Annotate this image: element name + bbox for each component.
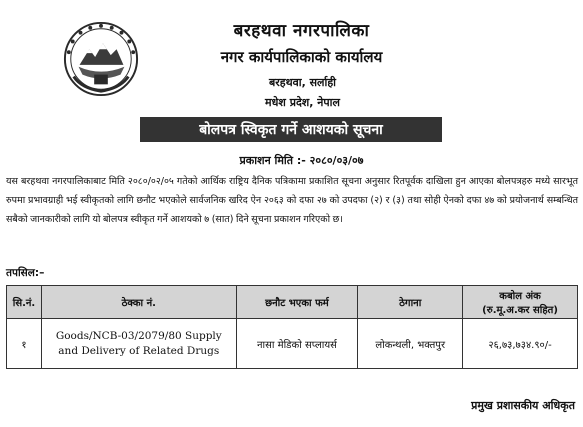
office-name: नगर कार्यपालिकाको कार्यालय bbox=[220, 48, 383, 66]
municipality-name: बरहथवा नगरपालिका bbox=[233, 21, 370, 41]
office-province: मधेश प्रदेश, नेपाल bbox=[265, 96, 340, 109]
row-address: लोकन्थली, भक्तपुर bbox=[358, 319, 463, 369]
table-row bbox=[7, 319, 578, 369]
header-contract-no: ठेक्का नं. bbox=[41, 286, 236, 319]
notice-body: यस बरहथवा नगरपालिकाबाट मिति २०८०/०२/०५ गतेको आर्थिक राष्ट्रिय दैनिक पत्रिकामा प्रकाशित सूचना अनुसार रितपूर्वक दाखिला हुन आएका बोलपत्रहरु मध्ये सारभूत रुपमा प्रभावग्राही भई स्वीकृतको लागि छनौट भएकोले सार्वजनिक खरिद ऐन २०६३ को दफा २७ को उपदफा (२) र (३) तथा सोही ऐनको दफा ४७ को प्रयोजनार्थ सम्बन्धित सबैको जानकारीको लागि यो बोलपत्र स्वीकृत गर्ने आशयको ७ (सात) दिने सूचना प्रकाशन गरिएको छ। bbox=[6, 176, 578, 225]
office-location: बरहथवा, सर्लाही bbox=[268, 76, 337, 89]
signatory: प्रमुख प्रशासकीय अधिकृत bbox=[471, 399, 575, 412]
row-sn: १ bbox=[7, 319, 42, 369]
row-firm: नासा मेडिको सप्लायर्स bbox=[236, 319, 358, 369]
header-selected-firm: छनौट भएका फर्म bbox=[236, 286, 358, 319]
table-header-row bbox=[7, 286, 578, 319]
header-bid-amount bbox=[463, 286, 578, 319]
details-label: तपसिल:– bbox=[6, 267, 45, 279]
row-contract-line1: Goods/NCB-03/2079/80 Supply bbox=[55, 329, 222, 342]
header-sn: सि.नं. bbox=[7, 286, 42, 319]
header-bid-amount-label: कबोल अंक bbox=[499, 291, 541, 302]
notice-title: बोलपत्र स्विकृत गर्ने आशयको सूचना bbox=[140, 117, 442, 142]
bid-table bbox=[6, 285, 578, 369]
header-address: ठेगाना bbox=[358, 286, 463, 319]
header-bid-amount-sub: (रु.मू.अ.कर सहित) bbox=[482, 305, 558, 316]
row-contract bbox=[41, 319, 236, 369]
publish-date: प्रकाशन मिति :- २०८०/०३/०७ bbox=[239, 154, 364, 167]
row-contract-line2: and Delivery of Related Drugs bbox=[58, 344, 220, 357]
row-amount: २६,७३,७३४.९०/- bbox=[463, 319, 578, 369]
